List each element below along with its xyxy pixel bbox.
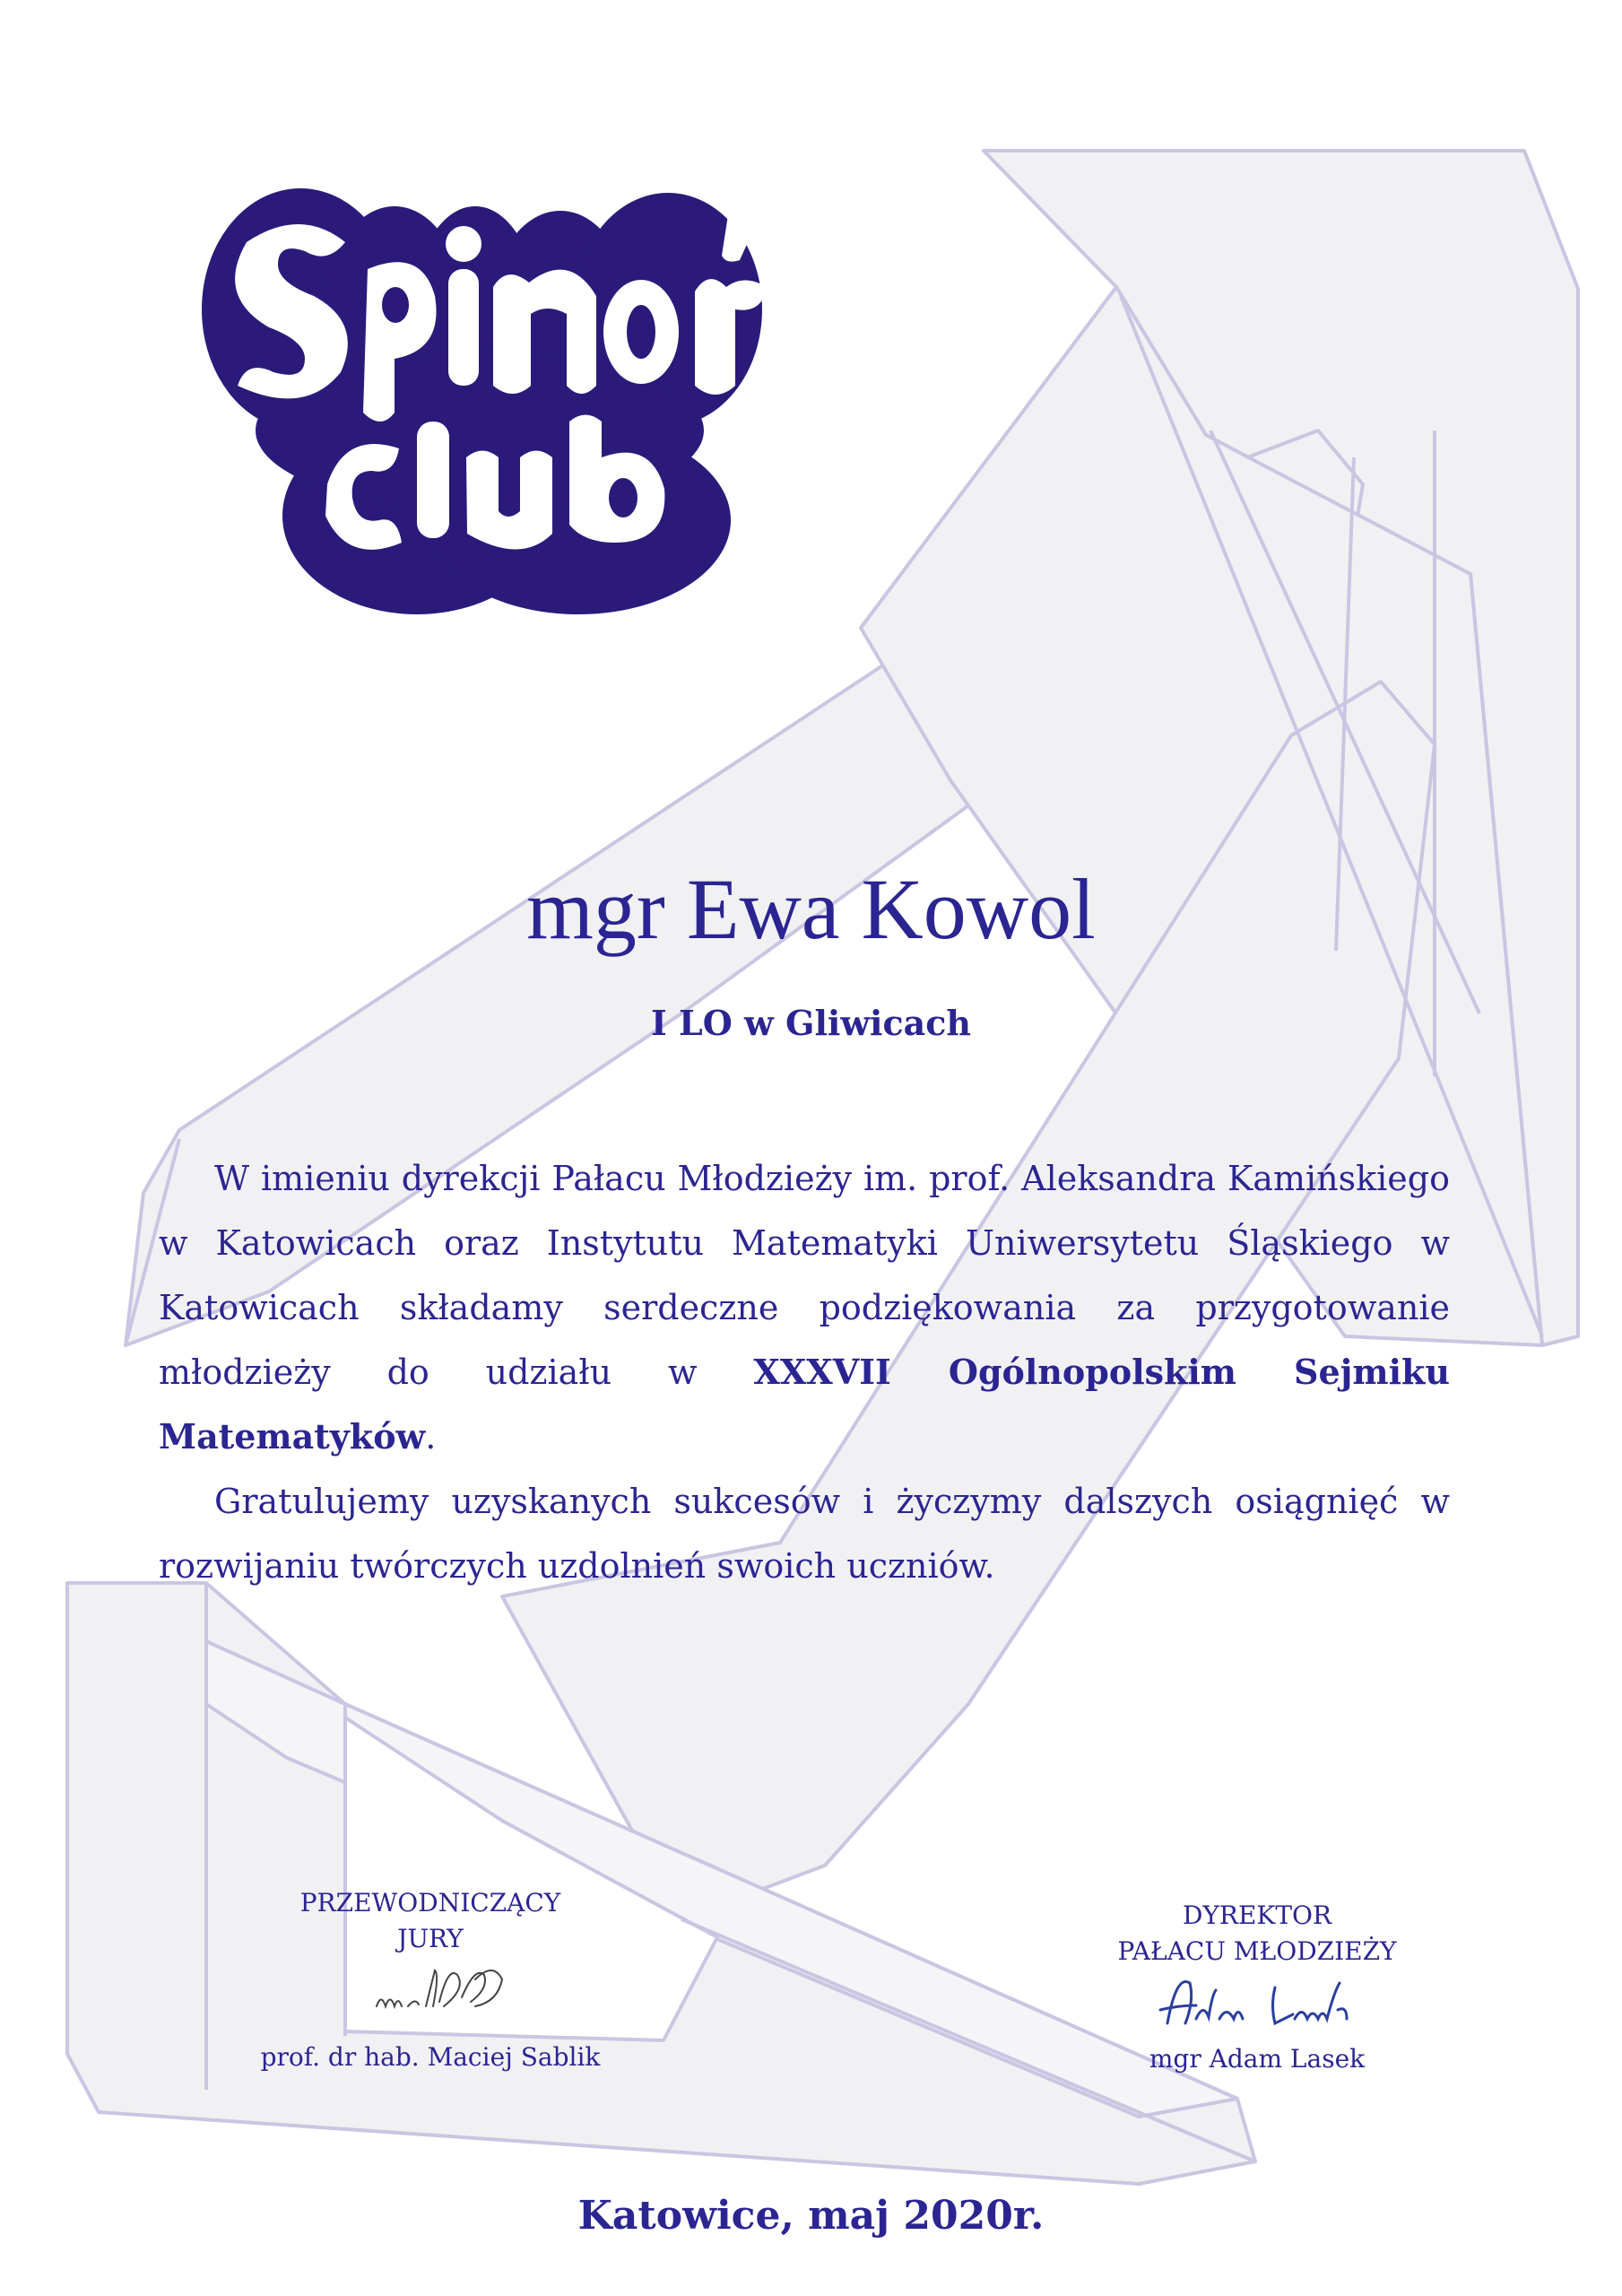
recipient-school: I LO w Gliwicach	[651, 1003, 971, 1043]
signature-role-line2: PAŁACU MŁODZIEŻY	[1117, 1936, 1397, 1966]
event-name: XXXVII Ogólnopolskim Sejmiku Matematyków	[159, 1352, 1450, 1457]
handwritten-signature-left	[341, 1957, 520, 2020]
spinors-club-logo	[184, 161, 794, 628]
body-paragraph-2: Gratulujemy uzyskanych sukcesów i życzymy dalszych osiągnięć w rozwijaniu twórczych uzdolnień swoich uczniów.	[159, 1482, 1450, 1586]
body-paragraph-1	[159, 1146, 1450, 1469]
signature-block-director	[1060, 1898, 1454, 2077]
place-and-date: Katowice, maj 2020r.	[577, 2193, 1045, 2239]
signature-role-line1: PRZEWODNICZĄCY	[299, 1888, 561, 1918]
handwritten-signature-right	[1141, 1970, 1374, 2032]
signature-name-left: prof. dr hab. Maciej Sablik	[260, 2042, 601, 2072]
signature-block-jury-chair	[224, 1885, 637, 2075]
signature-role-line1: DYREKTOR	[1182, 1900, 1332, 1930]
signature-name-right: mgr Adam Lasek	[1149, 2044, 1366, 2074]
signature-role-line2: JURY	[397, 1924, 464, 1953]
body-paragraph-1-end: .	[425, 1417, 437, 1457]
body-paragraph-1-text: W imieniu dyrekcji Pałacu Młodzieży im. prof. Aleksandra Kamińskiego w Katowicach oraz Instytutu Matematyki Uniwersytetu Śląskiego w Katowicach składamy serdeczne podziękowania za przygotowanie młodzieży do udziału w	[159, 1159, 1450, 1392]
certificate-body	[159, 1146, 1450, 1598]
recipient-name: mgr Ewa Kowol	[526, 861, 1096, 957]
